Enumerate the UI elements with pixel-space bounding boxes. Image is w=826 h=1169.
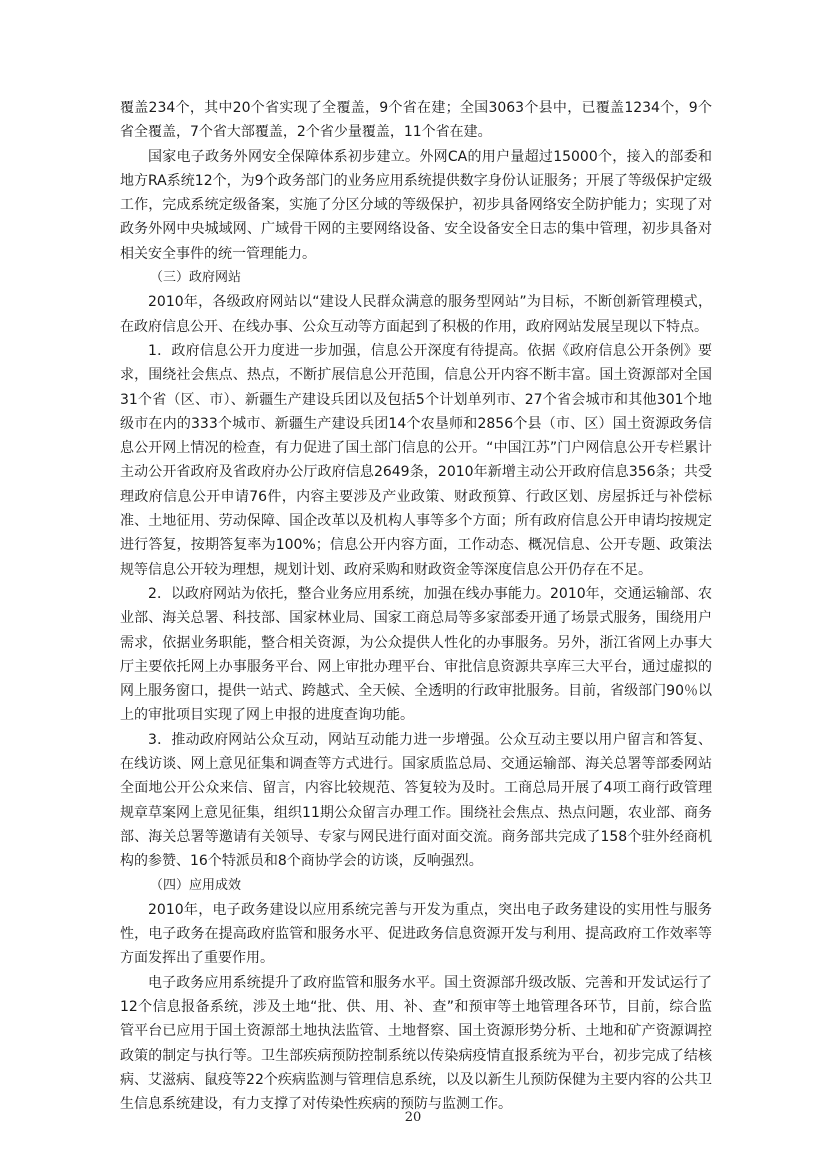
document-body — [120, 96, 712, 1116]
paragraph-websites-intro: 2010年，各级政府网站以“建设人民群众满意的服务型网站”为目标，不断创新管理模式，在政府信息公开、在线办事、公众互动等方面起到了积极的作用，政府网站发展呈现以下特点。 — [120, 294, 712, 335]
page-number: 20 — [404, 1110, 422, 1125]
section-heading-application-results: （四）应用成效 — [150, 877, 242, 893]
paragraph-information-disclosure: 1．政府信息公开力度进一步加强，信息公开深度有待提高。依据《政府信息公开条例》要求，围绕社会焦点、热点，不断扩展信息公开范围，信息公开内容不断丰富。国土资源部对全国31个省（区、市）、新疆生产建设兵团以及包括5个计划单列市、27个省会城市和其他301个地级市在内的333个城市、新疆生产建设兵团14个农垦师和2856个县（市、区）国土资源政务信息公开网上情况的检查，有力促进了国土部门信息的公开。“中国江苏”门户网信息公开专栏累计主动公开省政府及省政府办公厅政府信息2649条，2010年新增主动公开政府信息356条；共受理政府信息公开申请76件，内容主要涉及产业政策、财政预算、行政区划、房屋拆迁与补偿标准、土地征用、劳动保障、国企改革以及机构人事等多个方面；所有政府信息公开申请均按规定进行答复，按期答复率为100%；信息公开内容方面，工作动态、概况信息、公开专题、政策法规等信息公开较为理想，规划计划、政府采购和财政资金等深度信息公开仍存在不足。 — [120, 342, 712, 578]
section-heading-government-websites: （三）政府网站 — [150, 270, 242, 286]
paragraph-public-interaction: 3．推动政府网站公众互动，网站互动能力进一步增强。公众互动主要以用户留言和答复、在线访谈、网上意见征集和调查等方式进行。国家质监总局、交通运输部、海关总署等部委网站全面地公开公众来信、留言，内容比较规范、答复较为及时。工商总局开展了4项工商行政管理规章草案网上意见征集，组织11期公众留言办理工作。围绕社会焦点、热点问题，农业部、商务部、海关总署等邀请有关领导、专家与网民进行面对面交流。商务部共完成了158个驻外经商机构的参赞、16个特派员和8个商协学会的访谈，反响强烈。 — [120, 731, 712, 870]
paragraph-extranet-security: 国家电子政务外网安全保障体系初步建立。外网CA的用户量超过15000个，接入的部委和地方RA系统12个，为9个政务部门的业务应用系统提供数字身份认证服务；开展了等级保护定级工作，完成系统定级备案，实施了分区分域的等级保护，初步具备网络安全防护能力；实现了对政务外网中央城域网、广域骨干网的主要网络设备、安全设备安全日志的集中管理，初步具备对相关安全事件的统一管理能力。 — [120, 148, 712, 262]
paragraph-online-services: 2．以政府网站为依托，整合业务应用系统，加强在线办事能力。2010年，交通运输部、农业部、海关总署、科技部、国家林业局、国家工商总局等多家部委开通了场景式服务，围绕用户需求，依据业务职能，整合相关资源，为公众提供人性化的办事服务。另外，浙江省网上办事大厅主要依托网上办事服务平台、网上审批办理平台、审批信息资源共享库三大平台，通过虚拟的网上服务窗口，提供一站式、跨越式、全天候、全透明的行政审批服务。目前，省级部门90％以上的审批项目实现了网上申报的进度查询功能。 — [120, 585, 712, 724]
paragraph-continuation: 覆盖234个，其中20个省实现了全覆盖，9个省在建；全国3063个县中，已覆盖1234个，9个省全覆盖，7个省大部覆盖，2个省少量覆盖，11个省在建。 — [120, 100, 712, 141]
paragraph-supervision-services: 电子政务应用系统提升了政府监管和服务水平。国土资源部升级改版、完善和开发试运行了12个信息报备系统，涉及土地“批、供、用、补、查”和预审等土地管理各环节，目前，综合监管平台已应用于国土资源部土地执法监管、土地督察、国土资源形势分析、土地和矿产资源调控政策的制定与执行等。卫生部疾病预防控制系统以传染病疫情直报系统为平台，初步完成了结核病、艾滋病、鼠疫等22个疾病监测与管理信息系统，以及以新生儿预防保健为主要内容的公共卫生信息系统建设，有力支撑了对传染性疾病的预防与监测工作。 — [120, 974, 712, 1113]
paragraph-application-intro: 2010年，电子政务建设以应用系统完善与开发为重点，突出电子政务建设的实用性与服务性，电子政务在提高政府监管和服务水平、促进政务信息资源开发与利用、提高政府工作效率等方面发挥出了重要作用。 — [120, 901, 712, 967]
